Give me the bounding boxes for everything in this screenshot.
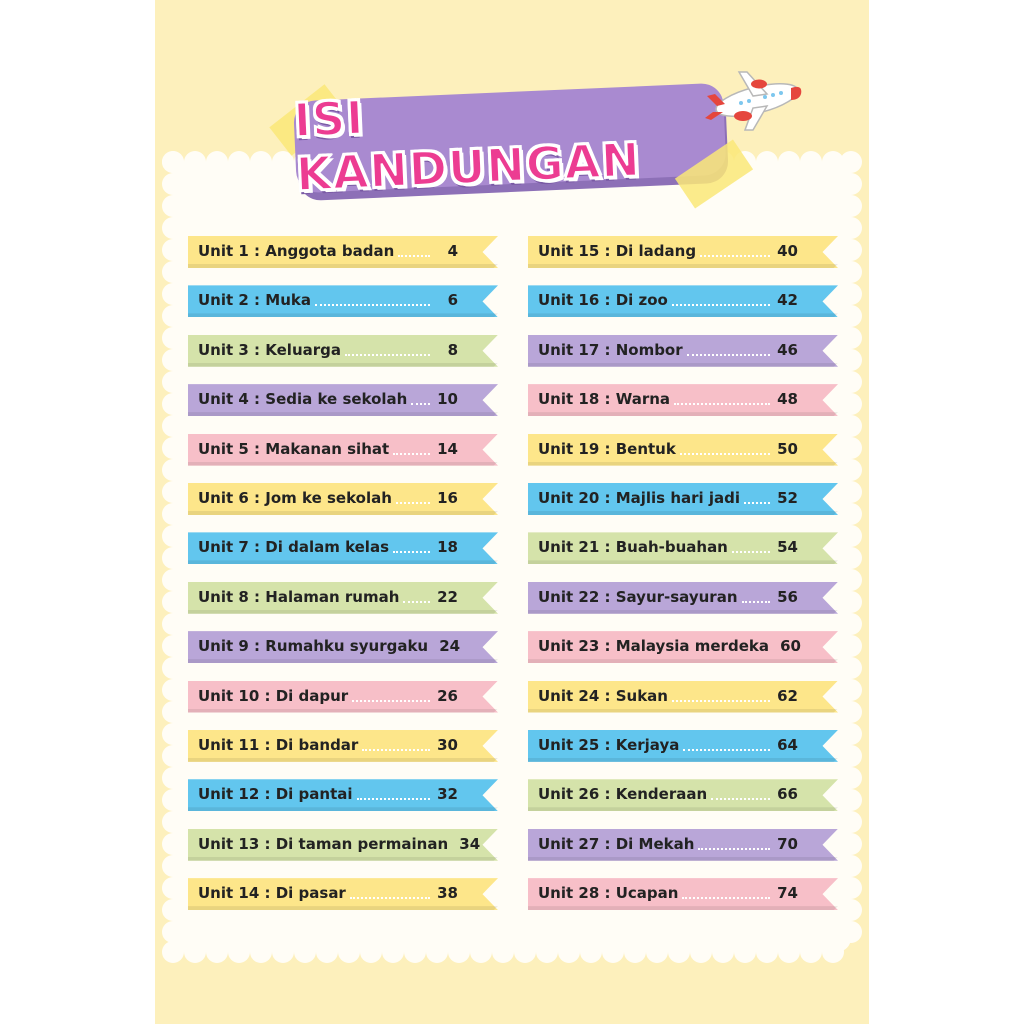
panel-scallop [580,941,602,963]
panel-scallop [602,941,624,963]
airplane-icon [703,66,807,134]
entry-leader-dots [345,352,430,356]
panel-scallop [426,941,448,963]
panel-scallop [162,305,184,327]
panel-scallop [162,503,184,525]
entry-text [538,779,798,809]
panel-scallop [840,745,862,767]
panel-scallop [162,525,184,547]
contents-entry[interactable] [188,285,498,317]
panel-scallop [840,415,862,437]
panel-scallop [840,393,862,415]
entry-label: Unit 27 : Di Mekah [538,834,695,853]
contents-entry[interactable] [188,779,498,811]
entry-label: Unit 23 : Malaysia merdeka [538,637,769,656]
entry-text [538,532,798,562]
panel-scallop [840,437,862,459]
panel-scallop [184,151,206,173]
panel-scallop [840,547,862,569]
book-page [155,0,869,1024]
entry-page-number: 54 [777,538,798,557]
panel-scallop [162,657,184,679]
entry-leader-dots [687,352,770,356]
contents-column-left [188,236,498,927]
entry-text [198,384,458,414]
entry-page-number: 60 [780,637,801,656]
panel-scallop [162,569,184,591]
entry-text [538,631,801,661]
panel-scallop [162,481,184,503]
entry-label: Unit 2 : Muka [198,291,311,310]
entry-page-number: 32 [437,785,458,804]
contents-entry[interactable] [528,878,838,910]
panel-scallop [162,635,184,657]
panel-scallop [800,941,822,963]
panel-scallop [228,941,250,963]
entry-text [538,681,798,711]
entry-page-number: 46 [777,340,798,359]
entry-text [198,335,458,365]
entry-leader-dots [393,549,430,553]
panel-scallop [162,941,184,963]
entry-label: Unit 7 : Di dalam kelas [198,538,390,557]
entry-page-number: 26 [437,686,458,705]
panel-scallop [162,723,184,745]
contents-entry[interactable] [528,532,838,564]
entry-label: Unit 12 : Di pantai [198,785,353,804]
entry-label: Unit 19 : Bentuk [538,439,676,458]
entry-label: Unit 3 : Keluarga [198,340,342,359]
entry-label: Unit 1 : Anggota badan [198,242,395,260]
panel-scallop [840,767,862,789]
panel-scallop [162,459,184,481]
panel-scallop [840,481,862,503]
panel-scallop [250,151,272,173]
panel-scallop [840,613,862,635]
panel-scallop [840,261,862,283]
panel-scallop [162,327,184,349]
contents-entry[interactable] [188,631,498,663]
panel-scallop [162,393,184,415]
entry-text [198,730,458,760]
entry-text [538,582,798,612]
panel-scallop [404,941,426,963]
panel-scallop [840,239,862,261]
entry-leader-dots [393,451,430,455]
entry-page-number: 56 [777,587,798,606]
entry-label: Unit 24 : Sukan [538,686,668,705]
contents-entry[interactable] [188,829,498,861]
panel-scallop [162,151,184,173]
contents-entry[interactable] [188,532,498,564]
entry-text [198,582,458,612]
panel-scallop [162,899,184,921]
panel-scallop [162,745,184,767]
panel-scallop [756,151,778,173]
panel-scallop [840,811,862,833]
panel-scallop [840,569,862,591]
entry-page-number: 52 [777,488,798,507]
panel-scallop [822,941,844,963]
entry-leader-dots [398,253,430,257]
entry-page-number: 24 [439,637,461,656]
panel-scallop [840,349,862,371]
panel-scallop [228,151,250,173]
entry-text [198,236,458,266]
panel-scallop [162,679,184,701]
panel-scallop [250,941,272,963]
panel-scallop [382,941,404,963]
panel-scallop [840,899,862,921]
entry-leader-dots [672,302,770,306]
panel-scallop [800,151,822,173]
panel-scallop [734,941,756,963]
panel-scallop [162,833,184,855]
panel-scallop [162,217,184,239]
panel-scallop [840,305,862,327]
entry-label: Unit 10 : Di dapur [198,686,349,705]
entry-label: Unit 14 : Di pasar [198,884,346,903]
contents-entry[interactable] [188,681,498,713]
entry-text [538,434,798,464]
panel-scallop [470,941,492,963]
panel-scallop [624,941,646,963]
panel-scallop [778,941,800,963]
entry-page-number: 74 [777,884,798,903]
panel-scallop [162,547,184,569]
panel-scallop [840,679,862,701]
entry-page-number: 70 [777,834,798,853]
entry-leader-dots [674,401,770,405]
contents-entry[interactable] [528,434,838,466]
panel-scallop [162,701,184,723]
contents-entry[interactable] [188,236,498,268]
entry-label: Unit 28 : Ucapan [538,884,679,903]
entry-page-number: 42 [777,291,798,310]
entry-text [538,878,798,908]
contents-entry[interactable] [528,829,838,861]
panel-scallop [162,261,184,283]
panel-scallop [840,723,862,745]
panel-scallop [646,941,668,963]
entry-leader-dots [315,302,430,306]
contents-entry[interactable] [528,483,838,515]
contents-entry[interactable] [188,730,498,762]
entry-page-number: 4 [447,242,458,260]
entry-label: Unit 15 : Di ladang [538,242,697,260]
entry-label: Unit 11 : Di bandar [198,735,359,754]
panel-scallop [162,371,184,393]
entry-text [198,434,458,464]
contents-column-right [528,236,838,927]
contents-entry[interactable] [528,335,838,367]
entry-text [198,681,458,711]
entry-leader-dots [357,796,431,800]
panel-scallop [840,151,862,173]
panel-scallop [360,941,382,963]
panel-scallop [840,525,862,547]
panel-scallop [162,437,184,459]
entry-leader-dots [350,895,430,899]
contents-entry[interactable] [188,582,498,614]
panel-scallop [162,811,184,833]
contents-entry[interactable] [188,335,498,367]
panel-scallop [316,941,338,963]
entry-page-number: 62 [777,686,798,705]
entry-page-number: 38 [437,884,458,903]
entry-label: Unit 9 : Rumahku syurgaku [198,637,429,656]
panel-scallop [558,941,580,963]
entry-leader-dots [403,599,430,603]
entry-page-number: 48 [777,390,798,409]
panel-scallop [514,941,536,963]
entry-page-number: 16 [437,488,458,507]
panel-scallop [448,941,470,963]
panel-scallop [162,591,184,613]
entry-text [538,335,798,365]
panel-scallop [840,327,862,349]
panel-scallop [162,239,184,261]
panel-scallop [840,503,862,525]
entry-text [198,779,458,809]
entry-leader-dots [732,549,770,553]
entry-text [538,483,798,513]
entry-leader-dots [700,253,770,257]
contents-entry[interactable] [528,631,838,663]
entry-leader-dots [698,846,770,850]
panel-scallop [536,941,558,963]
contents-entry[interactable] [188,434,498,466]
panel-scallop [294,941,316,963]
panel-scallop [840,371,862,393]
entry-label: Unit 8 : Halaman rumah [198,587,400,606]
panel-scallop [690,941,712,963]
entry-page-number: 18 [437,538,458,557]
entry-page-number: 34 [459,834,481,853]
entry-leader-dots [411,401,430,405]
panel-scallop [162,173,184,195]
contents-entry[interactable] [188,878,498,910]
panel-scallop [840,591,862,613]
entry-label: Unit 26 : Kenderaan [538,785,708,804]
entry-text [538,730,798,760]
panel-scallop [840,195,862,217]
panel-scallop [162,855,184,877]
panel-scallop [840,877,862,899]
contents-entry[interactable] [188,384,498,416]
panel-scallop [338,941,360,963]
entry-leader-dots [672,698,770,702]
entry-label: Unit 16 : Di zoo [538,291,668,310]
panel-scallop [840,283,862,305]
entry-page-number: 6 [447,291,458,310]
panel-scallop [162,613,184,635]
panel-scallop [272,941,294,963]
entry-page-number: 66 [777,785,798,804]
panel-scallop [206,151,228,173]
contents-entry[interactable] [528,582,838,614]
panel-scallop [778,151,800,173]
panel-scallop [162,283,184,305]
panel-scallop [840,855,862,877]
entry-text [538,384,798,414]
panel-scallop [162,415,184,437]
panel-scallop [840,833,862,855]
panel-scallop [492,941,514,963]
entry-page-number: 22 [437,587,458,606]
entry-text [198,829,481,859]
entry-leader-dots [744,500,770,504]
panel-scallop [162,877,184,899]
entry-label: Unit 25 : Kerjaya [538,735,680,754]
panel-scallop [840,657,862,679]
entry-leader-dots [352,698,430,702]
contents-entry[interactable] [528,285,838,317]
panel-scallop [840,701,862,723]
contents-entry[interactable] [188,483,498,515]
entry-label: Unit 21 : Buah-buahan [538,538,728,557]
entry-text [198,285,458,315]
entry-leader-dots [680,451,770,455]
entry-label: Unit 20 : Majlis hari jadi [538,488,741,507]
entry-page-number: 14 [437,439,458,458]
contents-entry[interactable] [528,384,838,416]
entry-page-number: 10 [437,390,458,409]
entry-leader-dots [683,747,770,751]
entry-label: Unit 17 : Nombor [538,340,683,359]
entry-leader-dots [711,796,770,800]
contents-entry[interactable] [528,779,838,811]
panel-scallop [162,767,184,789]
entry-label: Unit 18 : Warna [538,390,671,409]
panel-scallop [162,349,184,371]
panel-scallop [840,173,862,195]
entry-label: Unit 5 : Makanan sihat [198,439,390,458]
title-plate [293,83,727,202]
contents-entry[interactable] [528,236,838,268]
panel-scallop [184,941,206,963]
entry-text [198,532,458,562]
entry-page-number: 64 [777,735,798,754]
panel-scallop [668,941,690,963]
panel-scallop [840,459,862,481]
entry-label: Unit 6 : Jom ke sekolah [198,488,392,507]
panel-scallop [840,789,862,811]
panel-scallop [162,195,184,217]
panel-scallop [206,941,228,963]
entry-page-number: 50 [777,439,798,458]
panel-scallop [840,921,862,943]
entry-leader-dots [742,599,771,603]
entry-page-number: 40 [777,242,798,260]
entry-text [198,878,458,908]
entry-text [538,829,798,859]
panel-scallop [756,941,778,963]
panel-scallop [840,217,862,239]
entry-label: Unit 4 : Sedia ke sekolah [198,390,408,409]
entry-leader-dots [396,500,430,504]
contents-entry[interactable] [528,730,838,762]
entry-text [198,483,458,513]
entry-label: Unit 13 : Di taman permainan [198,834,449,853]
panel-scallop [840,635,862,657]
entry-leader-dots [682,895,770,899]
panel-scallop [712,941,734,963]
entry-page-number: 30 [437,735,458,754]
entry-page-number: 8 [447,340,458,359]
panel-scallop [162,921,184,943]
entry-label: Unit 22 : Sayur-sayuran [538,587,738,606]
entry-leader-dots [362,747,430,751]
page-title: ISI KANDUNGAN [292,90,642,202]
panel-scallop [162,789,184,811]
entry-text [198,631,461,661]
contents-entry[interactable] [528,681,838,713]
entry-text [538,285,798,315]
entry-text [538,236,798,266]
